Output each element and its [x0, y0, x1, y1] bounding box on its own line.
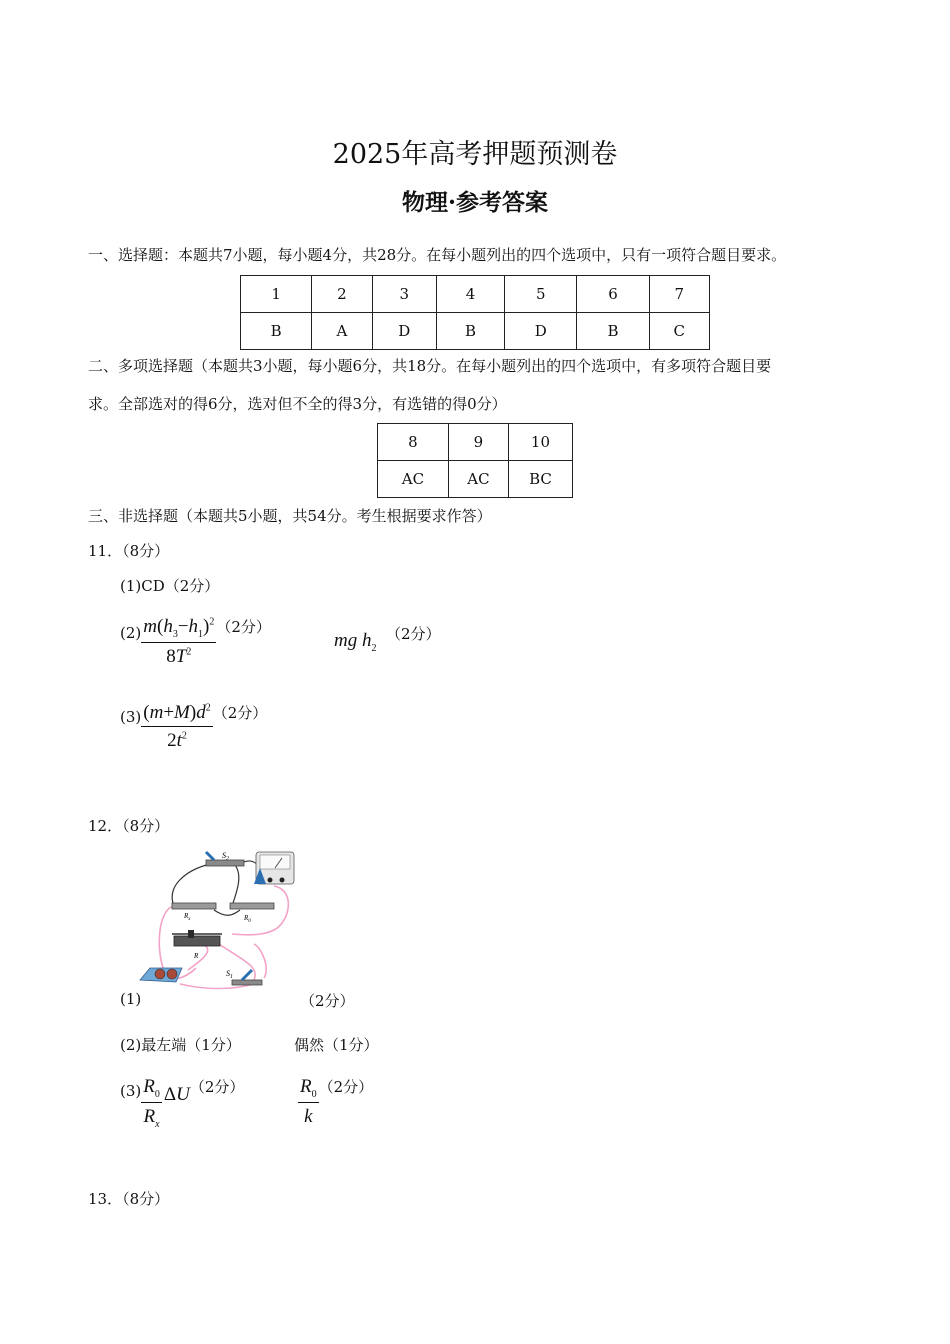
- q11-part2-score-a: （2分）: [216, 618, 271, 636]
- battery-cell: [167, 969, 177, 979]
- label-rx: [183, 912, 191, 922]
- q13-label: 13．（8分）: [88, 1190, 170, 1208]
- table-cell: BC: [508, 461, 572, 498]
- wire: [172, 864, 210, 906]
- q11-label: 11．（8分）: [88, 542, 170, 560]
- q12-part3-prefix: (3): [120, 1082, 142, 1100]
- table-cell: B: [436, 313, 504, 350]
- section1-answer-table: [240, 275, 710, 350]
- table-cell: C: [649, 313, 709, 350]
- q12-part3: [120, 1076, 244, 1130]
- table-cell: 2: [312, 276, 372, 313]
- q11-formula-part3: $\frac{(m+M)d^2}{2t^2}$: [143, 702, 211, 751]
- q12-part3-score-a: （2分）: [189, 1078, 245, 1096]
- circuit-diagram: [136, 848, 306, 994]
- q11-formula-potential: mg $h_2$: [334, 630, 377, 654]
- table-cell: 5: [505, 276, 577, 313]
- resistor-rx: [172, 903, 216, 909]
- label-s1-text: S: [226, 969, 230, 978]
- rheostat: [174, 936, 220, 946]
- section1-heading: 一、选择题：本题共7小题，每小题4分，共28分。在每小题列出的四个选项中，只有一项符合题目要求。: [88, 246, 787, 264]
- table-cell: AC: [378, 461, 449, 498]
- q11-formula-kinetic: $\frac{m(h_3-h_1)^2}{8T^2}$: [143, 616, 215, 667]
- q12-formula-a: $\frac{R_0}{R_x}$: [143, 1076, 160, 1130]
- label-s2-sub: 2: [226, 856, 229, 862]
- q12-part2-b: 偶然（1分）: [294, 1036, 379, 1054]
- q12-formula-b: $\frac{R_0}{k}$: [300, 1076, 317, 1127]
- rheostat-slider: [188, 930, 194, 938]
- table-row: [241, 313, 710, 350]
- terminal: [280, 878, 285, 883]
- q11-part2-prefix: (2): [120, 624, 142, 642]
- switch-s1-lever: [242, 970, 252, 980]
- table-cell: D: [372, 313, 436, 350]
- label-s2-text: S: [222, 851, 226, 860]
- table-cell: 3: [372, 276, 436, 313]
- table-cell: AC: [448, 461, 508, 498]
- label-r0-text: R: [244, 914, 249, 922]
- table-cell: B: [577, 313, 649, 350]
- q12-formula-delta-u: ΔU: [163, 1084, 190, 1105]
- table-cell: B: [241, 313, 312, 350]
- q11-part3: [120, 702, 267, 752]
- label-rx-text: R: [184, 912, 189, 920]
- table-cell: 8: [378, 424, 449, 461]
- table-cell: 6: [577, 276, 649, 313]
- q11-part1: (1)CD（2分）: [120, 577, 220, 595]
- switch-s2-lever: [206, 852, 214, 860]
- table-cell: 4: [436, 276, 504, 313]
- page-subtitle: 物理·参考答案: [401, 189, 548, 216]
- q12-part2-a: (2)最左端（1分）: [120, 1036, 241, 1054]
- q11-part2-score-b: （2分）: [386, 625, 441, 643]
- resistor-r0: [230, 903, 274, 909]
- voltmeter-dial: [260, 855, 290, 869]
- wire: [232, 886, 288, 935]
- table-cell: D: [505, 313, 577, 350]
- section2-answer-table: [377, 423, 573, 498]
- q12-label: 12．（8分）: [88, 817, 170, 835]
- q12-part1-prefix: (1): [120, 990, 142, 1008]
- table-row: [378, 461, 573, 498]
- wire: [214, 910, 240, 915]
- table-row: [241, 276, 710, 313]
- table-cell: A: [312, 313, 372, 350]
- q12-part1-score: （2分）: [300, 992, 355, 1010]
- wire: [254, 944, 266, 978]
- label-s1: [226, 969, 233, 980]
- label-rx-sub: x: [188, 917, 191, 922]
- table-cell: 10: [508, 424, 572, 461]
- q12-part3-second: [298, 1076, 373, 1128]
- terminal: [268, 878, 273, 883]
- q11-part3-prefix: (3): [120, 708, 142, 726]
- table-cell: 1: [241, 276, 312, 313]
- label-r0: [243, 914, 251, 924]
- label-r0-sub: 0: [248, 919, 251, 924]
- battery-cell: [155, 969, 165, 979]
- section3-heading: 三、非选择题（本题共5小题，共54分。考生根据要求作答）: [88, 507, 492, 525]
- page-title: 2025年高考押题预测卷: [332, 139, 618, 170]
- section2-heading-line1: 二、多项选择题（本题共3小题，每小题6分，共18分。在每小题列出的四个选项中，有多项符合题目要: [88, 357, 772, 375]
- label-s1-sub: 1: [230, 974, 233, 980]
- wire: [232, 864, 239, 906]
- label-r: R: [194, 952, 199, 960]
- table-cell: 9: [448, 424, 508, 461]
- switch-s1: [232, 980, 262, 985]
- q11-part3-score: （2分）: [212, 704, 268, 722]
- q11-part2: [120, 616, 271, 668]
- section2-heading-line2: 求。全部选对的得6分，选对但不全的得3分，有选错的得0分）: [88, 395, 507, 413]
- switch-s2: [206, 860, 244, 866]
- table-cell: 7: [649, 276, 709, 313]
- table-row: [378, 424, 573, 461]
- q12-part3-score-b: （2分）: [318, 1078, 374, 1096]
